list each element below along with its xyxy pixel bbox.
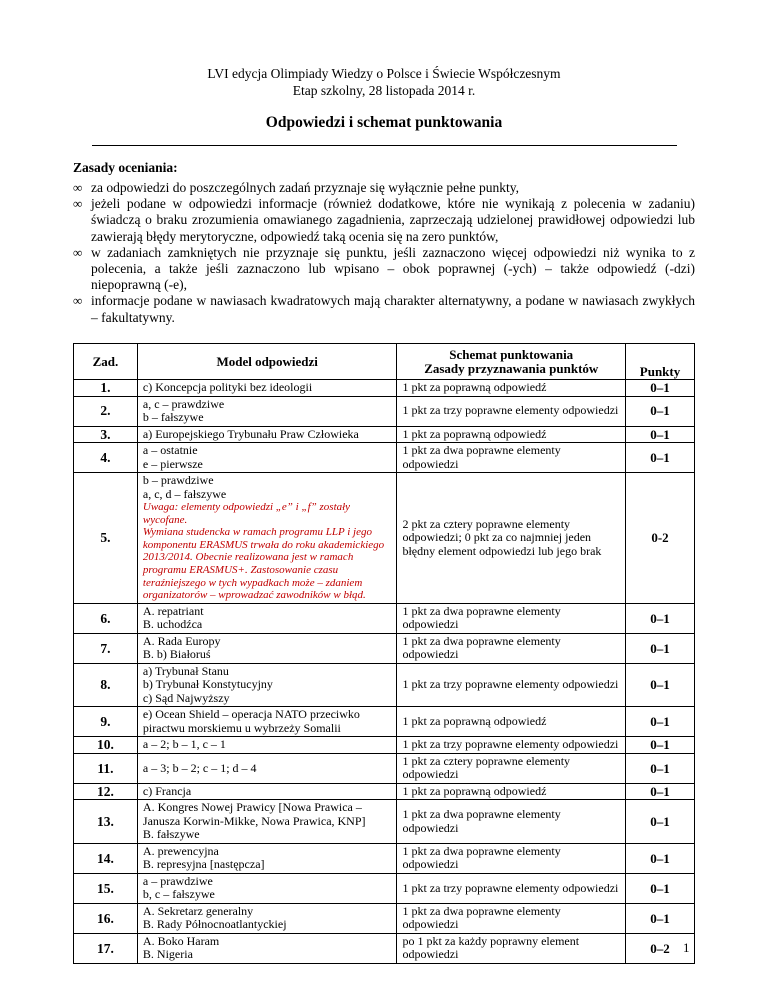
- rule-line: odpowiedzi: [402, 767, 459, 782]
- model-line: a, c – prawdziwe: [142, 396, 225, 411]
- table-row: [74, 843, 695, 873]
- rule-line: 1 pkt za poprawną odpowiedź: [402, 714, 547, 728]
- table-row: [74, 783, 695, 800]
- note-line: komponentu ERASMUS trwała do roku akademickiego: [142, 538, 385, 551]
- points-value: 0–1: [626, 443, 695, 473]
- points-value: 0–1: [626, 903, 695, 933]
- rule-item: [73, 180, 695, 196]
- table-row: [74, 737, 695, 754]
- model-answer: [137, 933, 397, 963]
- table-row: [74, 933, 695, 963]
- bullet-icon: ∞: [73, 180, 83, 195]
- task-number: 9.: [74, 707, 138, 737]
- rule-text: jeżeli podane w odpowiedzi informacje (również dodatkowe, które nie wynikają z polecenia w zadaniu) świadczą o braku zrozumienia omawianego zagadnienia, zaprzeczają udzielonej prawidłowej odpowiedzi lub zawierają błędy merytoryczne, odpowiedź taką ocenia się na zero punktów,: [91, 196, 695, 244]
- rule-line: 1 pkt za dwa poprawne elementy: [402, 633, 561, 648]
- rule-line: błędny element odpowiedzi lub jego brak: [402, 543, 602, 558]
- rule-line: 1 pkt za poprawną odpowiedź: [402, 426, 547, 441]
- rule-item: [73, 196, 695, 245]
- rule-text: w zadaniach zamkniętych nie przyznaje się punktu, jeśli zaznaczono więcej odpowiedzi niż wynika to z polecenia, a także jeśli zaznaczono lub wpisano – obok poprawnej (-ych) – także odpowiedź (-dzi) niepoprawną (-e),: [91, 244, 695, 293]
- col-points-header: Punkty: [626, 344, 695, 380]
- points-value: 0–1: [626, 663, 695, 707]
- model-line: A. prewencyjna: [142, 843, 219, 858]
- page-number: 1: [683, 940, 690, 955]
- scoring-rule: [397, 396, 626, 426]
- points-value: 0–1: [626, 603, 695, 633]
- scoring-rule: [397, 426, 626, 443]
- model-answer: [137, 753, 397, 783]
- note-line: Uwaga: elementy odpowiedzi „e” i „f” zostały wycofane.: [142, 501, 351, 526]
- scoring-rule: [397, 380, 626, 397]
- task-number: 11.: [74, 753, 138, 783]
- table-row: [74, 663, 695, 707]
- model-answer: [137, 873, 397, 903]
- points-value: 0–1: [626, 873, 695, 903]
- model-line: c) Koncepcja polityki bez ideologii: [142, 380, 313, 394]
- model-line: A. repatriant: [142, 603, 204, 618]
- scoring-rule: [397, 633, 626, 663]
- note-line: programu ERASMUS+. Zastosowanie czasu: [142, 563, 339, 576]
- task-number: 6.: [74, 603, 138, 633]
- table-body: [74, 380, 695, 964]
- note-line: Wymiana studencka w ramach programu LLP i jego: [142, 526, 372, 539]
- rule-line: 1 pkt za poprawną odpowiedź: [402, 380, 547, 394]
- scoring-table: [73, 343, 695, 964]
- model-line: e – pierwsze: [142, 456, 203, 471]
- model-answer: [137, 783, 397, 800]
- model-line: a – prawdziwe: [142, 873, 213, 888]
- model-answer: [137, 380, 397, 397]
- scoring-rule: [397, 707, 626, 737]
- col-task-header: Zad.: [74, 344, 138, 380]
- model-answer: [137, 737, 397, 754]
- note-line: organizatorów – wprowadzać zawodników w błąd.: [142, 589, 366, 602]
- rule-line: odpowiedzi: [402, 857, 459, 872]
- model-line: b, c – fałszywe: [142, 887, 215, 902]
- table-row: [74, 873, 695, 903]
- rule-line: odpowiedzi; 0 pkt za co najmniej jeden: [402, 530, 592, 545]
- rule-line: po 1 pkt za każdy poprawny element: [402, 933, 580, 948]
- rule-line: 2 pkt za cztery poprawne elementy: [402, 516, 571, 531]
- model-line: a) Europejskiego Trybunału Praw Człowieka: [142, 426, 359, 441]
- scoring-rule: [397, 753, 626, 783]
- model-line: Janusza Korwin-Mikke, Nowa Prawica, KNP]: [142, 813, 366, 828]
- bullet-icon: ∞: [73, 244, 83, 260]
- table-row: [74, 396, 695, 426]
- model-line: c) Sąd Najwyższy: [142, 690, 230, 705]
- scoring-rule: [397, 903, 626, 933]
- model-line: a – 2; b – 1, c – 1: [142, 737, 226, 752]
- col-schema-header: [397, 344, 626, 380]
- points-value: 0–1: [626, 737, 695, 754]
- task-number: 1.: [74, 380, 138, 397]
- page-title: Odpowiedzi i schemat punktowania: [265, 114, 503, 131]
- model-answer: [137, 707, 397, 737]
- table-row: [74, 800, 695, 844]
- scoring-rule: [397, 783, 626, 800]
- model-line: c) Francja: [142, 783, 192, 798]
- task-number: 17.: [74, 933, 138, 963]
- scoring-rule: [397, 603, 626, 633]
- model-answer: [137, 633, 397, 663]
- model-line: a – 3; b – 2; c – 1; d – 4: [142, 760, 257, 775]
- rule-line: 1 pkt za dwa poprawne elementy: [402, 443, 561, 457]
- points-value: 0–1: [626, 783, 695, 800]
- points-value: 0–1: [626, 753, 695, 783]
- points-value: 0–1: [626, 843, 695, 873]
- model-line: B. Rady Północnoatlantyckiej: [142, 917, 287, 932]
- table-row: [74, 443, 695, 473]
- rule-line: odpowiedzi: [402, 917, 459, 932]
- model-answer: [137, 396, 397, 426]
- task-number: 14.: [74, 843, 138, 873]
- model-line: b – fałszywe: [142, 410, 204, 424]
- model-line: b) Trybunał Konstytucyjny: [142, 677, 273, 692]
- col-rules-subtitle: Zasady przyznawania punktów: [424, 360, 599, 376]
- task-number: 4.: [74, 443, 138, 473]
- scoring-rule: [397, 443, 626, 473]
- task-number: 15.: [74, 873, 138, 903]
- task-number: 12.: [74, 783, 138, 800]
- model-line: B. b) Białoruś: [142, 647, 211, 662]
- bullet-icon: ∞: [73, 196, 83, 212]
- rule-line: odpowiedzi: [402, 947, 459, 962]
- model-line: a) Trybunał Stanu: [142, 663, 229, 678]
- rule-text: informacje podane w nawiasach kwadratowych mają charakter alternatywny, a podane w nawiasach zwykłych – fakultatywny.: [91, 293, 695, 325]
- rule-line: odpowiedzi: [402, 647, 459, 662]
- model-line: a – ostatnie: [142, 443, 198, 457]
- task-number: 5.: [74, 473, 138, 604]
- model-line: e) Ocean Shield – operacja NATO przeciwko: [142, 707, 360, 722]
- task-number: 7.: [74, 633, 138, 663]
- model-answer: [137, 903, 397, 933]
- model-line: A. Boko Haram: [142, 933, 220, 948]
- model-line: B. represyjna [następcza]: [142, 857, 265, 872]
- model-line: A. Sekretarz generalny: [142, 903, 254, 918]
- title-divider: [92, 145, 677, 146]
- model-answer: [137, 426, 397, 443]
- note-line: teraźniejszego w tych wypadkach może – zdaniem: [142, 576, 363, 589]
- model-answer: [137, 443, 397, 473]
- table-row: [74, 633, 695, 663]
- rules-heading: Zasady oceniania:: [73, 160, 178, 175]
- model-line: A. Rada Europy: [142, 633, 221, 648]
- rules-list: [73, 180, 695, 326]
- bullet-icon: ∞: [73, 293, 83, 309]
- table-row: [74, 707, 695, 737]
- table-row: [74, 380, 695, 397]
- rule-line: 1 pkt za trzy poprawne elementy odpowiedzi: [402, 737, 619, 752]
- rule-line: 1 pkt za dwa poprawne elementy: [402, 843, 561, 858]
- scoring-rule: [397, 873, 626, 903]
- scoring-rule: [397, 843, 626, 873]
- model-answer: [137, 603, 397, 633]
- model-line: piractwu morskiemu u wybrzeży Somalii: [142, 720, 341, 735]
- scoring-rule: [397, 800, 626, 844]
- header-line-2: Etap szkolny, 28 listopada 2014 r.: [292, 83, 476, 98]
- scoring-rule: [397, 663, 626, 707]
- table-row: [74, 753, 695, 783]
- table-row: [74, 603, 695, 633]
- task-number: 3.: [74, 426, 138, 443]
- rule-line: 1 pkt za trzy poprawne elementy odpowiedzi: [402, 677, 619, 692]
- rule-item: [73, 293, 695, 325]
- task-number: 16.: [74, 903, 138, 933]
- model-answer: [137, 800, 397, 844]
- points-value: 0–1: [626, 707, 695, 737]
- points-value: 0-2: [626, 473, 695, 604]
- rule-line: 1 pkt za dwa poprawne elementy: [402, 603, 561, 618]
- task-number: 10.: [74, 737, 138, 754]
- rule-line: 1 pkt za dwa poprawne elementy: [402, 807, 561, 821]
- model-line: b – prawdziwe: [142, 473, 214, 487]
- model-line: B. Nigeria: [142, 947, 193, 962]
- rule-line: 1 pkt za trzy poprawne elementy odpowiedzi: [402, 403, 619, 418]
- model-line: a, c, d – fałszywe: [142, 486, 227, 501]
- table-row: [74, 473, 695, 604]
- header-line-1: LVI edycja Olimpiady Wiedzy o Polsce i Świecie Współczesnym: [207, 66, 561, 81]
- scoring-rule: [397, 933, 626, 963]
- model-answer: [137, 473, 397, 604]
- model-line: B. fałszywe: [142, 827, 200, 842]
- note-line: 2013/2014. Obecnie realizowana jest w ramach: [142, 551, 354, 564]
- table-row: [74, 903, 695, 933]
- points-value: 0–1: [626, 380, 695, 397]
- points-value: 0–1: [626, 633, 695, 663]
- rule-line: odpowiedzi: [402, 820, 459, 835]
- scoring-rule: [397, 473, 626, 604]
- rule-text: za odpowiedzi do poszczególnych zadań przyznaje się wyłącznie pełne punkty,: [91, 180, 519, 195]
- points-value: 0–1: [626, 396, 695, 426]
- points-value: 0–1: [626, 426, 695, 443]
- model-line: B. uchodźca: [142, 617, 203, 632]
- rule-line: 1 pkt za trzy poprawne elementy odpowiedzi: [402, 880, 619, 895]
- model-answer: [137, 843, 397, 873]
- rule-item: [73, 245, 695, 294]
- rule-line: 1 pkt za dwa poprawne elementy: [402, 903, 561, 918]
- rule-line: odpowiedzi: [402, 617, 459, 632]
- table-row: [74, 426, 695, 443]
- task-number: 13.: [74, 800, 138, 844]
- model-line: A. Kongres Nowej Prawicy [Nowa Prawica –: [142, 800, 362, 815]
- rule-line: 1 pkt za poprawną odpowiedź: [402, 783, 547, 798]
- scoring-rule: [397, 737, 626, 754]
- rule-line: odpowiedzi: [402, 456, 459, 471]
- model-answer: [137, 663, 397, 707]
- task-number: 2.: [74, 396, 138, 426]
- points-value: 0–2: [626, 933, 695, 963]
- task-number: 8.: [74, 663, 138, 707]
- points-value: 0–1: [626, 800, 695, 844]
- col-schema-title: Schemat punktowania: [449, 347, 574, 362]
- col-model-header: Model odpowiedzi: [137, 344, 397, 380]
- rule-line: 1 pkt za cztery poprawne elementy: [402, 753, 571, 768]
